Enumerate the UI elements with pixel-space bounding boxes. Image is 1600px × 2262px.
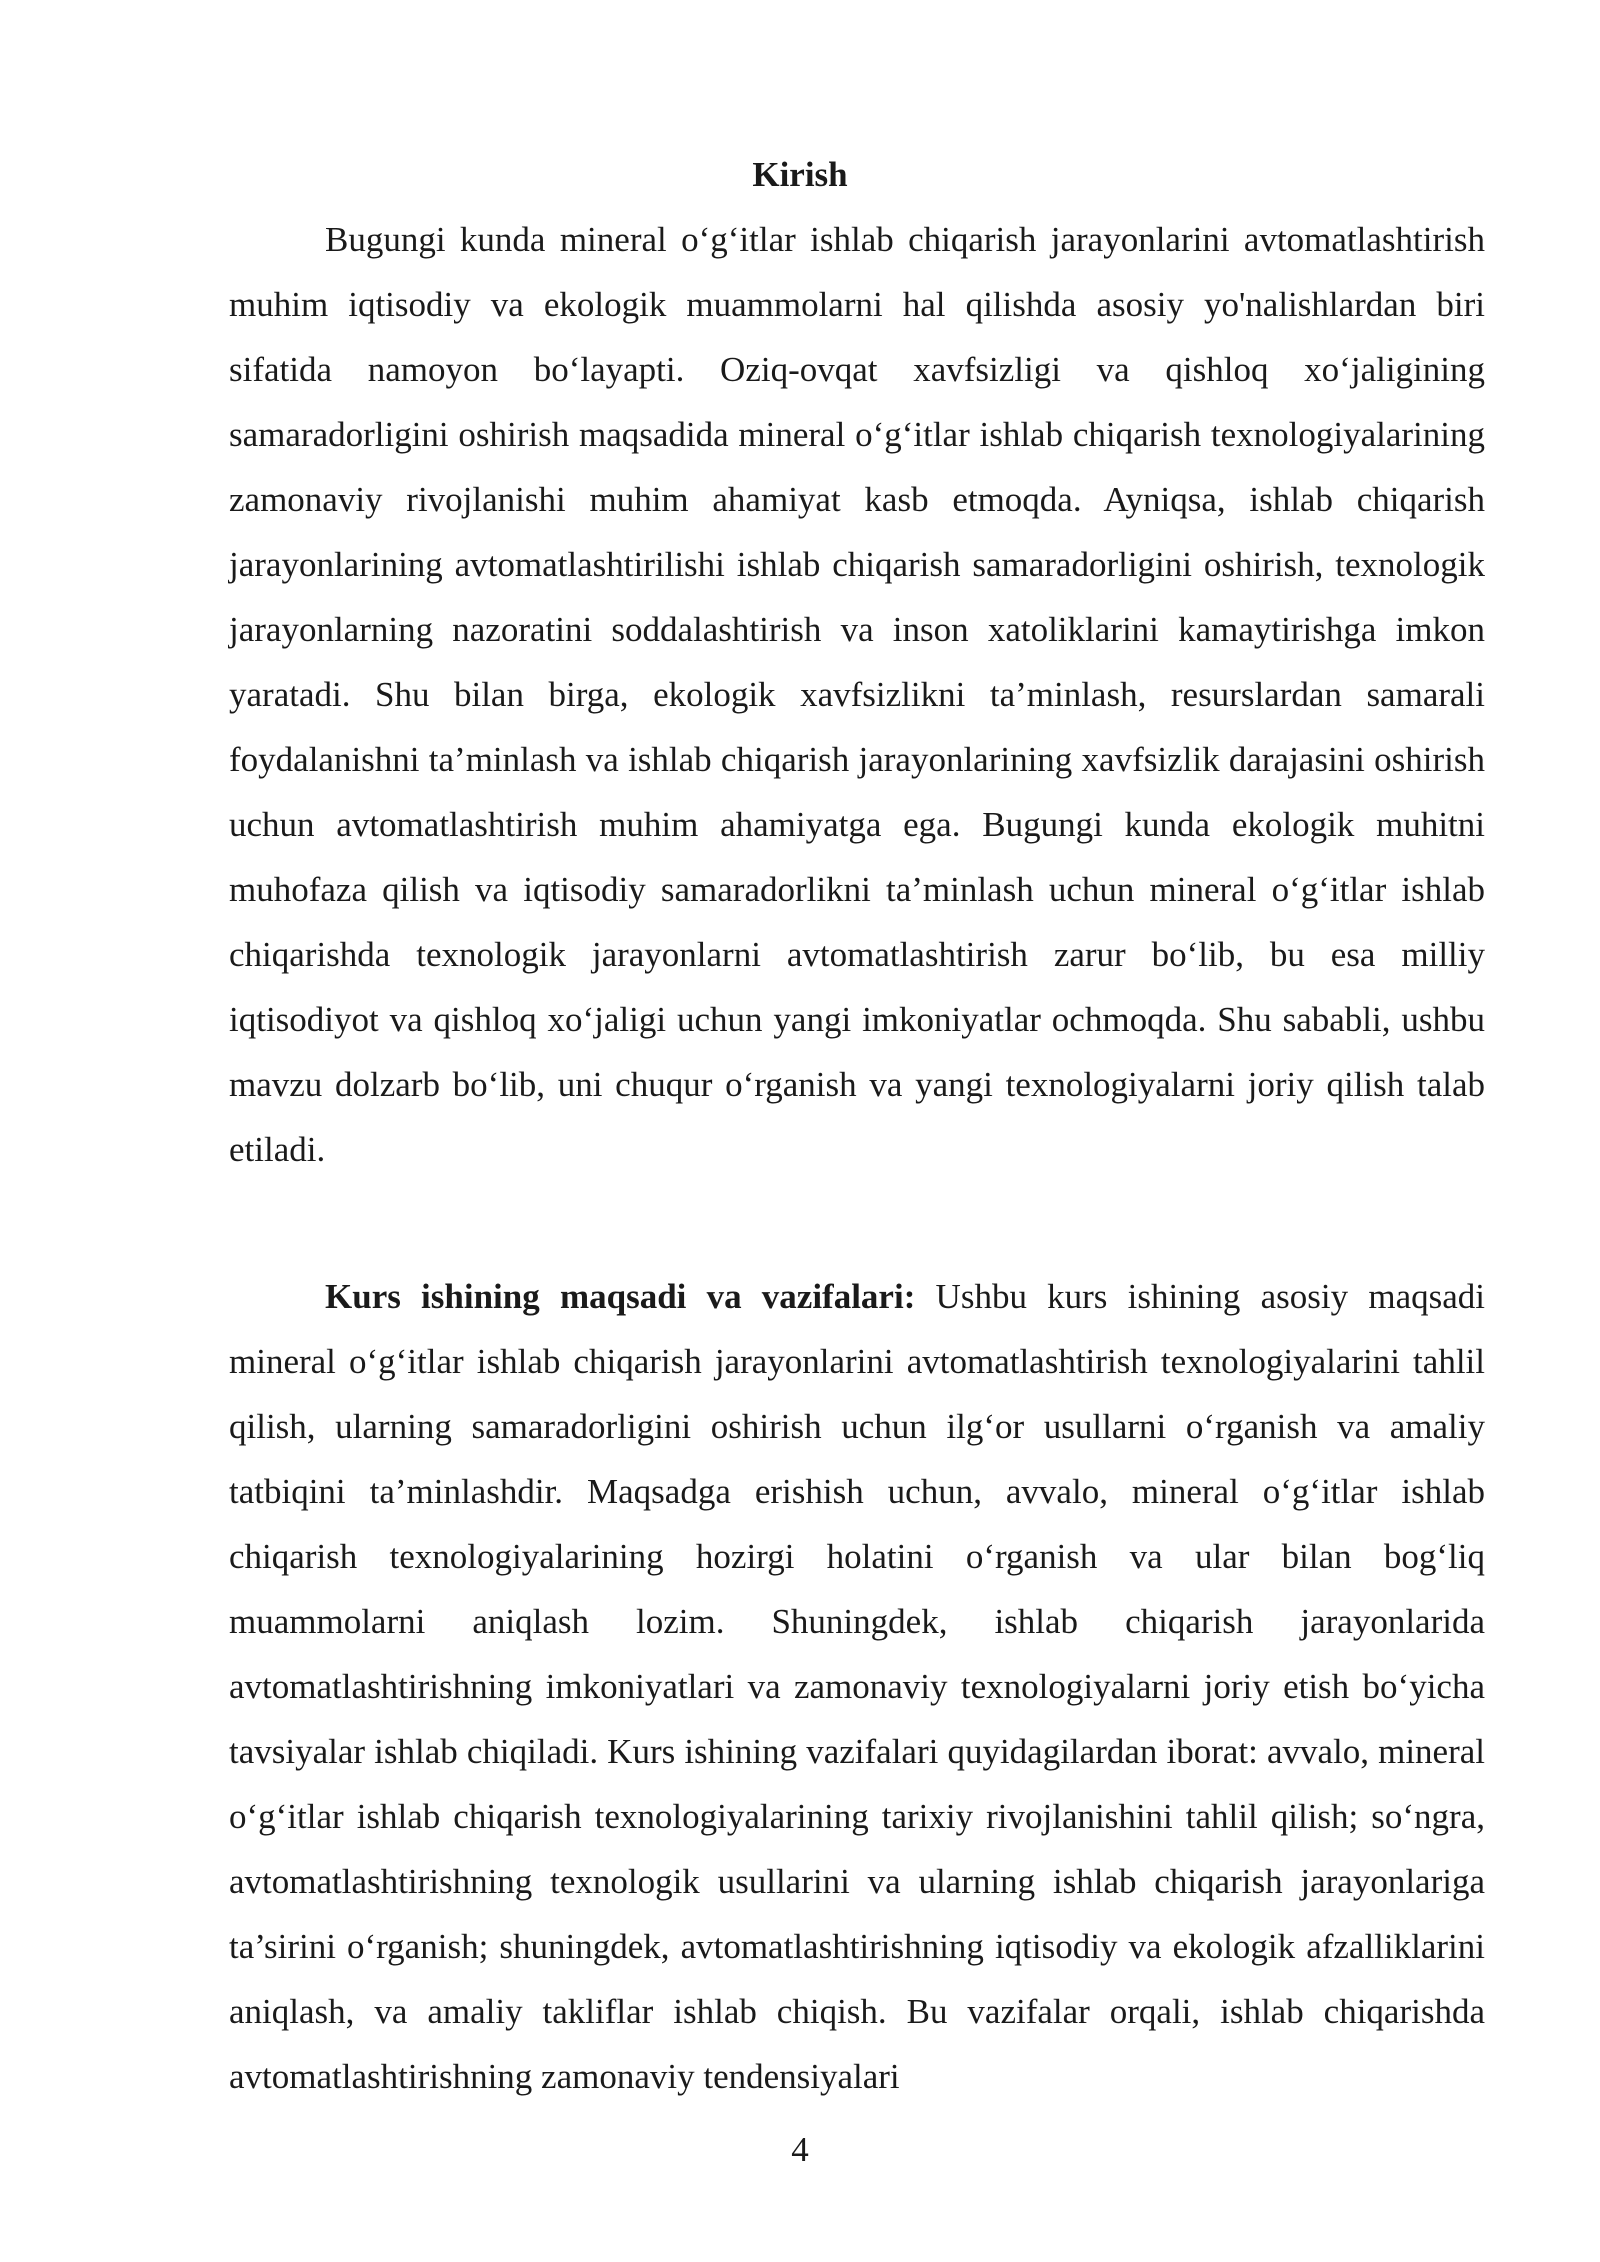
intro-paragraph-text: Bugungi kunda mineral o‘g‘itlar ishlab chiqarish jarayonlarini avtomatlashtirish muhim iqtisodiy va ekologik muammolarni hal qilishda asosiy yo'nalishlardan biri sifatida namoyon bo‘layapti. Oziq-ovqat xavfsizligi va qishloq xo‘jaligining samaradorligini oshirish maqsadida mineral o‘g‘itlar ishlab chiqarish texnologiyalarining zamonaviy rivojlanishi muhim ahamiyat kasb etmoqda. Ayniqsa, ishlab chiqarish jarayonlarining avtomatlashtirilishi ishlab chiqarish samaradorligini oshirish, texnologik jarayonlarning nazoratini soddalashtirish va inson xatoliklarini kamaytirishga imkon yaratadi. Shu bilan birga, ekologik xavfsizlikni ta’minlash, resurslardan samarali foydalanishni ta’minlash va ishlab chiqarish jarayonlarining xavfsizlik darajasini oshirish uchun avtomatlashtirish muhim ahamiyatga ega. Bugungi kunda ekologik muhitni muhofaza qilish va iqtisodiy samaradorlikni ta’minlash uchun mineral o‘g‘itlar ishlab chiqarishda texnologik jarayonlarni avtomatlashtirish zarur bo‘lib, bu esa milliy iqtisodiyot va qishloq xo‘jaligi uchun yangi imkoniyatlar ochmoqda. Shu sababli, ushbu mavzu dolzarb bo‘lib, uni chuqur o‘rganish va yangi texnologiyalarni joriy qilish talab etiladi.	[229, 220, 1485, 1169]
goals-paragraph-heading: Kurs ishining maqsadi va vazifalari:	[325, 1277, 916, 1316]
page-number: 4	[791, 2130, 809, 2169]
intro-paragraph	[229, 207, 1485, 1182]
page-title: Kirish	[752, 155, 848, 194]
goals-paragraph	[229, 1264, 1485, 2109]
goals-paragraph-text: Ushbu kurs ishining asosiy maqsadi mineral o‘g‘itlar ishlab chiqarish jarayonlarini avtomatlashtirish texnologiyalarini tahlil qilish, ularning samaradorligini oshirish uchun ilg‘or usullarni o‘rganish va amaliy tatbiqini ta’minlashdir. Maqsadga erishish uchun, avvalo, mineral o‘g‘itlar ishlab chiqarish texnologiyalarining hozirgi holatini o‘rganish va ular bilan bog‘liq muammolarni aniqlash lozim. Shuningdek, ishlab chiqarish jarayonlarida avtomatlashtirishning imkoniyatlari va zamonaviy texnologiyalarni joriy etish bo‘yicha tavsiyalar ishlab chiqiladi. Kurs ishining vazifalari quyidagilardan iborat: avvalo, mineral o‘g‘itlar ishlab chiqarish texnologiyalarining tarixiy rivojlanishini tahlil qilish; so‘ngra, avtomatlashtirishning texnologik usullarini va ularning ishlab chiqarish jarayonlariga ta’sirini o‘rganish; shuningdek, avtomatlashtirishning iqtisodiy va ekologik afzalliklarini aniqlash, va amaliy takliflar ishlab chiqish. Bu vazifalar orqali, ishlab chiqarishda avtomatlashtirishning zamonaviy tendensiyalari	[229, 1277, 1485, 2096]
